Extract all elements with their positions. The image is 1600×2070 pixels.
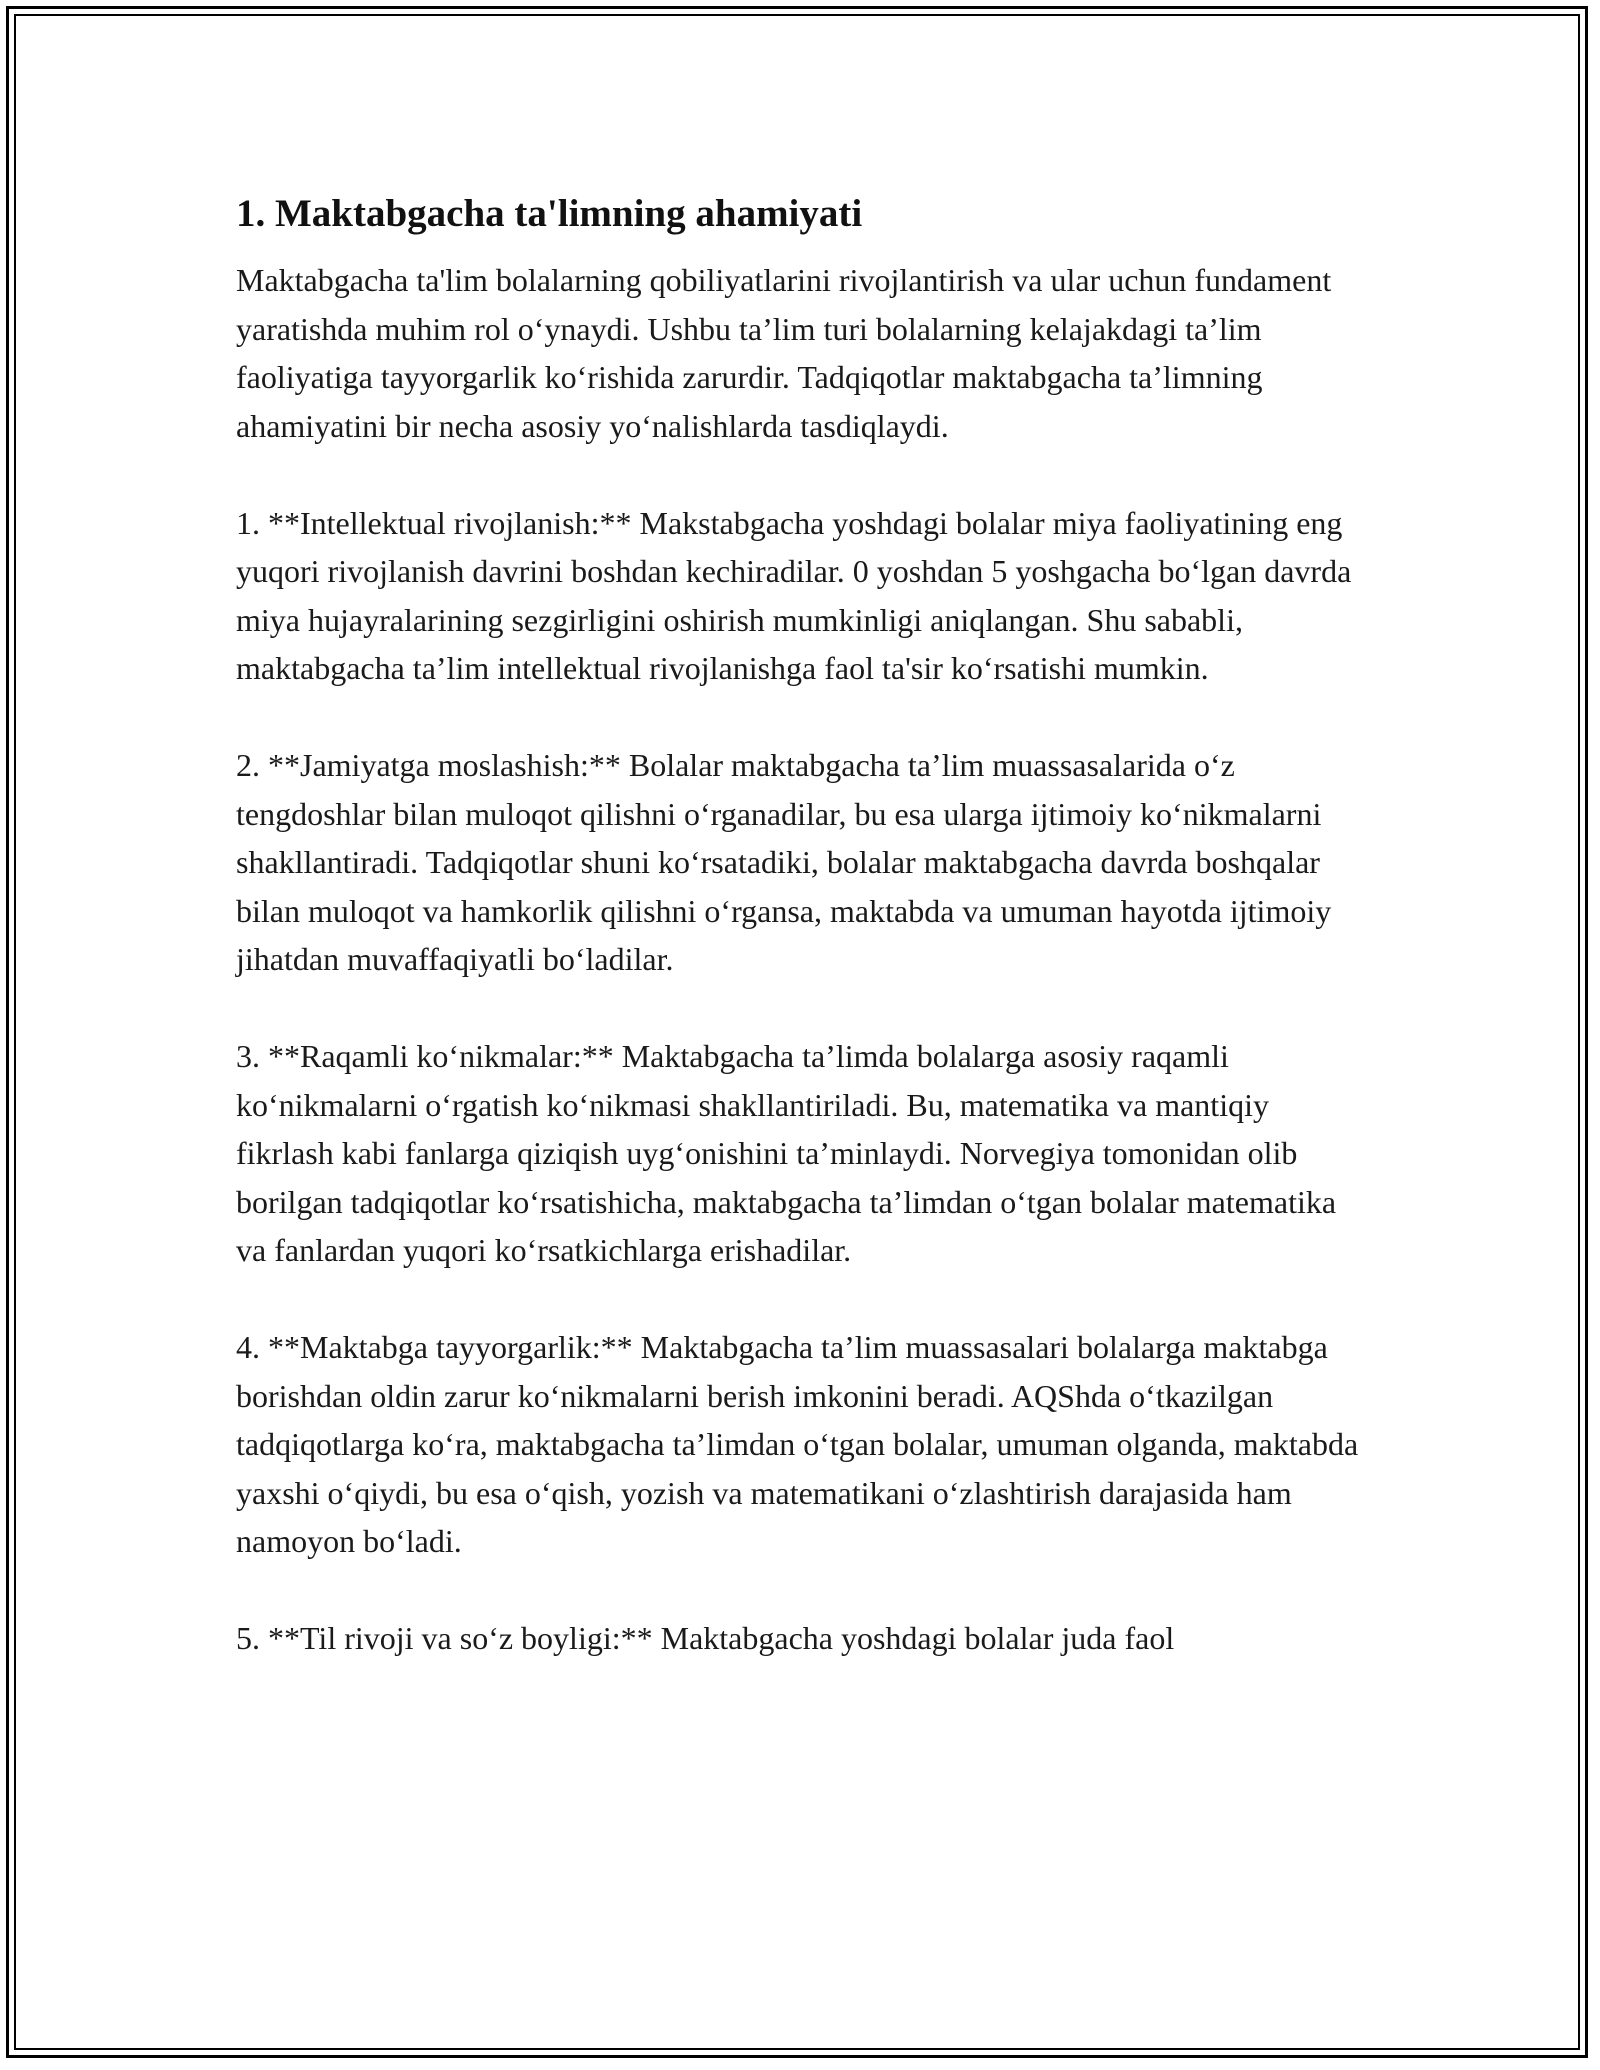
paragraph-til-rivoji: 5. **Til rivoji va so‘z boyligi:** Maktabgacha yoshdagi bolalar juda faol	[236, 1620, 1175, 1656]
intro-paragraph: Maktabgacha ta'lim bolalarning qobiliyatlarini rivojlantirish va ular uchun fundament yaratishda muhim rol o‘ynaydi. Ushbu ta’lim turi bolalarning kelajakdagi ta’lim faoliyatiga tayyorgarlik ko‘rishida zarurdir. Tadqiqotlar maktabgacha ta’limning ahamiyatini bir necha asosiy yo‘nalishlarda tasdiqlaydi.	[236, 262, 1332, 444]
section-heading: 1. Maktabgacha ta'limning ahamiyati	[236, 192, 863, 235]
paragraph-raqamli-konikmalar: 3. **Raqamli ko‘nikmalar:** Maktabgacha ta’limda bolalarga asosiy raqamli ko‘nikmalarni o‘rgatish ko‘nikmasi shakllantiriladi. Bu, matematika va mantiqiy fikrlash kabi fanlarga qiziqish uyg‘onishini ta’minlaydi. Norvegiya tomonidan olib borilgan tadqiqotlar ko‘rsatishicha, maktabgacha ta’limdan o‘tgan bolalar matematika va fanlardan yuqori ko‘rsatkichlarga erishadilar.	[236, 1038, 1337, 1268]
document-body	[236, 186, 1366, 1711]
paragraph-intellektual-rivojlanish: 1. **Intellektual rivojlanish:** Makstabgacha yoshdagi bolalar miya faoliyatining eng yuqori rivojlanish davrini boshdan kechiradilar. 0 yoshdan 5 yoshgacha bo‘lgan davrda miya hujayralarining sezgirligini oshirish mumkinligi aniqlangan. Shu sababli, maktabgacha ta’lim intellektual rivojlanishga faol ta'sir ko‘rsatishi mumkin.	[236, 504, 1352, 686]
paragraph-jamiyatga-moslashish: 2. **Jamiyatga moslashish:** Bolalar maktabgacha ta’lim muassasalarida o‘z tengdoshlar bilan muloqot qilishni o‘rganadilar, bu esa ularga ijtimoiy ko‘nikmalarni shakllantiradi. Tadqiqotlar shuni ko‘rsatadiki, bolalar maktabgacha davrda boshqalar bilan muloqot va hamkorlik qilishni o‘rgansa, maktabda va umuman hayotda ijtimoiy jihatdan muvaffaqiyatli bo‘ladilar.	[236, 747, 1332, 977]
paragraph-maktabga-tayyorgarlik: 4. **Maktabga tayyorgarlik:** Maktabgacha ta’lim muassasalari bolalarga maktabga borishdan oldin zarur ko‘nikmalarni berish imkonini beradi. AQShda o‘tkazilgan tadqiqotlarga ko‘ra, maktabgacha ta’limdan o‘tgan bolalar, umuman olganda, maktabda yaxshi o‘qiydi, bu esa o‘qish, yozish va matematikani o‘zlashtirish darajasida ham namoyon bo‘ladi.	[236, 1329, 1359, 1559]
